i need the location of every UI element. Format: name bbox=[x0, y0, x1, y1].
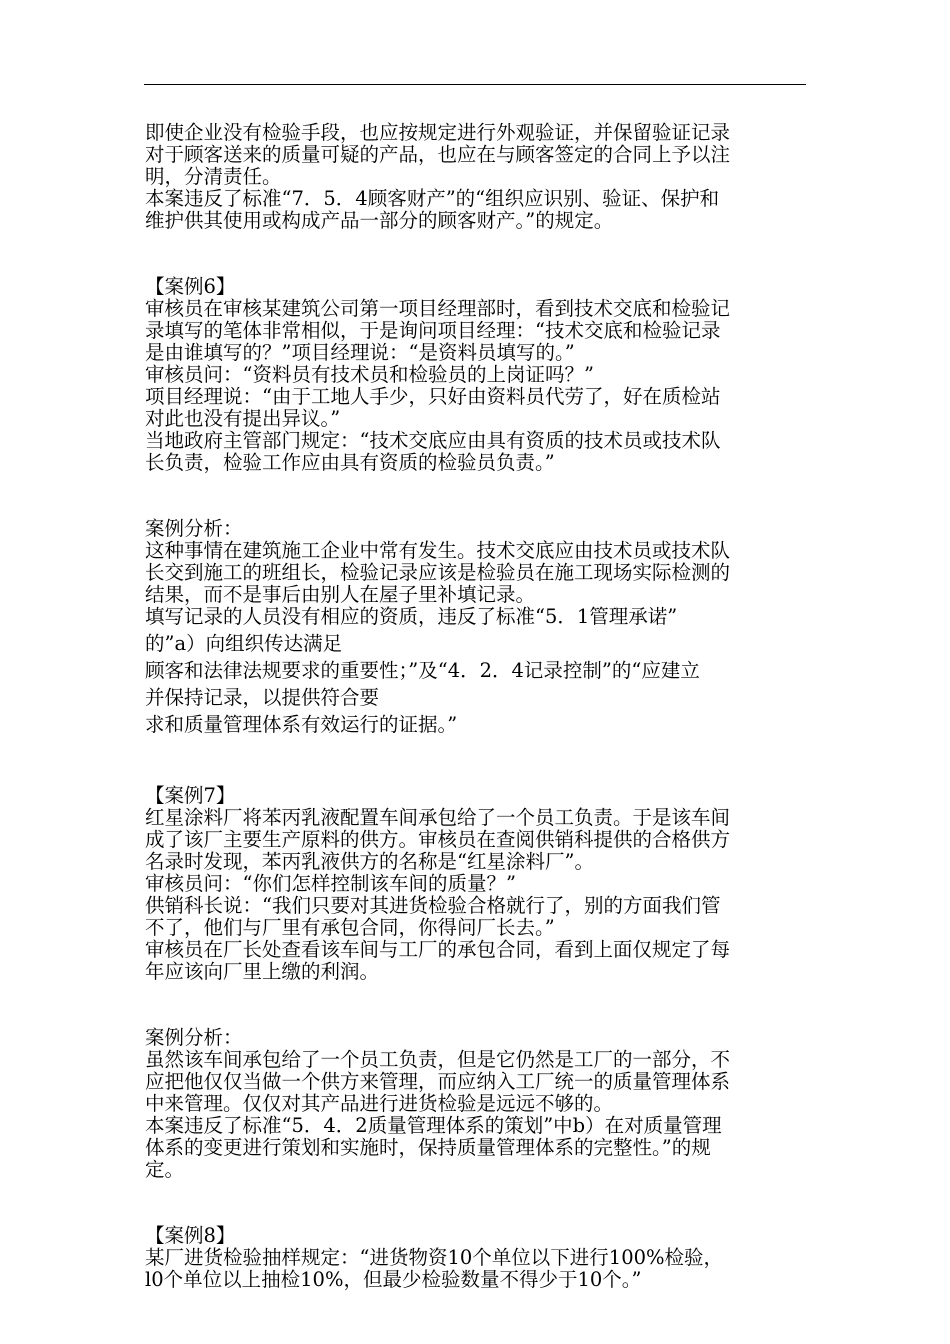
text-line: 虽然该车间承包给了一个员工负责，但是它仍然是工厂的一部分，不 bbox=[145, 1048, 731, 1071]
text-line: 对于顾客送来的质量可疑的产品，也应在与顾客签定的合同上予以注 bbox=[145, 143, 731, 166]
text-line: 并保持记录，以提供符合要 bbox=[145, 686, 380, 709]
paragraph-gap bbox=[145, 983, 810, 1027]
text-line: 的”a）向组织传达满足 bbox=[145, 632, 343, 655]
text-line: 顾客和法律法规要求的重要性；”及“4．2．4记录控制”的“应建立 bbox=[145, 659, 700, 682]
text-line: l0个单位以上抽检10%，但最少检验数量不得少于10个。” bbox=[145, 1268, 642, 1291]
text-line: 审核员在厂长处查看该车间与工厂的承包合同，看到上面仅规定了每 bbox=[145, 938, 731, 961]
text-line: 本案违反了标准“5．4．2质量管理体系的策划”中b）在对质量管理 bbox=[145, 1114, 722, 1137]
case-8-heading: 【案例8】 bbox=[145, 1224, 236, 1247]
paragraph-gap bbox=[145, 741, 810, 785]
case-7-heading: 【案例7】 bbox=[145, 784, 236, 807]
case-7-section bbox=[145, 785, 810, 1181]
text-line: 审核员问：“你们怎样控制该车间的质量？” bbox=[145, 872, 516, 895]
text-line: 结果，而不是事后由别人在屋子里补填记录。 bbox=[145, 583, 536, 606]
paragraph-gap bbox=[145, 1181, 810, 1225]
text-line: 长负责，检验工作应由具有资质的检验员负责。” bbox=[145, 451, 555, 474]
text-line: 某厂进货检验抽样规定：“进货物资10个单位以下进行100%检验， bbox=[145, 1246, 724, 1269]
text-line: 填写记录的人员没有相应的资质，违反了标准“5．1管理承诺” bbox=[145, 605, 678, 628]
text-line: 维护供其使用或构成产品一部分的顾客财产。”的规定。 bbox=[145, 209, 614, 232]
document-body bbox=[145, 122, 810, 1291]
text-line: 长交到施工的班组长，检验记录应该是检验员在施工现场实际检测的 bbox=[145, 561, 731, 584]
text-line: 不了，他们与厂里有承包合同，你得问厂长去。” bbox=[145, 916, 555, 939]
text-line: 应把他仅仅当做一个供方来管理，而应纳入工厂统一的质量管理体系 bbox=[145, 1070, 731, 1093]
text-line: 名录时发现，苯丙乳液供方的名称是“红星涂料厂”。 bbox=[145, 850, 594, 873]
text-line: 即使企业没有检验手段，也应按规定进行外观验证，并保留验证记录 bbox=[145, 121, 731, 144]
text-line: 是由谁填写的？”项目经理说：“是资料员填写的。” bbox=[145, 341, 575, 364]
text-line: 这种事情在建筑施工企业中常有发生。技术交底应由技术员或技术队 bbox=[145, 539, 731, 562]
case-6-heading: 【案例6】 bbox=[145, 275, 236, 298]
text-line: 明，分清责任。 bbox=[145, 165, 282, 188]
text-line: 年应该向厂里上缴的利润。 bbox=[145, 960, 380, 983]
paragraph-gap bbox=[145, 232, 810, 276]
text-line: 定。 bbox=[145, 1158, 185, 1181]
case-7-analysis-title: 案例分析： bbox=[145, 1026, 243, 1049]
text-line: 录填写的笔体非常相似，于是询问项目经理：“技术交底和检验记录 bbox=[145, 319, 721, 342]
text-line: 项目经理说：“由于工地人手少，只好由资料员代劳了，好在质检站 bbox=[145, 385, 721, 408]
text-line: 对此也没有提出异议。” bbox=[145, 407, 341, 430]
text-line: 供销科长说：“我们只要对其进货检验合格就行了，别的方面我们管 bbox=[145, 894, 721, 917]
text-line: 体系的变更进行策划和实施时，保持质量管理体系的完整性。”的规 bbox=[145, 1136, 711, 1159]
case-6-analysis-title: 案例分析： bbox=[145, 517, 243, 540]
intro-paragraph bbox=[145, 122, 810, 232]
case-8-section bbox=[145, 1225, 810, 1291]
text-line: 成了该厂主要生产原料的供方。审核员在查阅供销科提供的合格供方 bbox=[145, 828, 731, 851]
text-line: 本案违反了标准“7．5．4顾客财产”的“组织应识别、验证、保护和 bbox=[145, 187, 720, 210]
text-line: 中来管理。仅仅对其产品进行进货检验是远远不够的。 bbox=[145, 1092, 614, 1115]
text-line: 求和质量管理体系有效运行的证据。” bbox=[145, 713, 458, 736]
header-rule bbox=[144, 84, 806, 85]
text-line: 审核员在审核某建筑公司第一项目经理部时，看到技术交底和检验记 bbox=[145, 297, 731, 320]
case-6-section bbox=[145, 276, 810, 741]
text-line: 审核员问：“资料员有技术员和检验员的上岗证吗？” bbox=[145, 363, 594, 386]
paragraph-gap bbox=[145, 474, 810, 518]
text-line: 当地政府主管部门规定：“技术交底应由具有资质的技术员或技术队 bbox=[145, 429, 721, 452]
text-line: 红星涂料厂将苯丙乳液配置车间承包给了一个员工负责。于是该车间 bbox=[145, 806, 731, 829]
